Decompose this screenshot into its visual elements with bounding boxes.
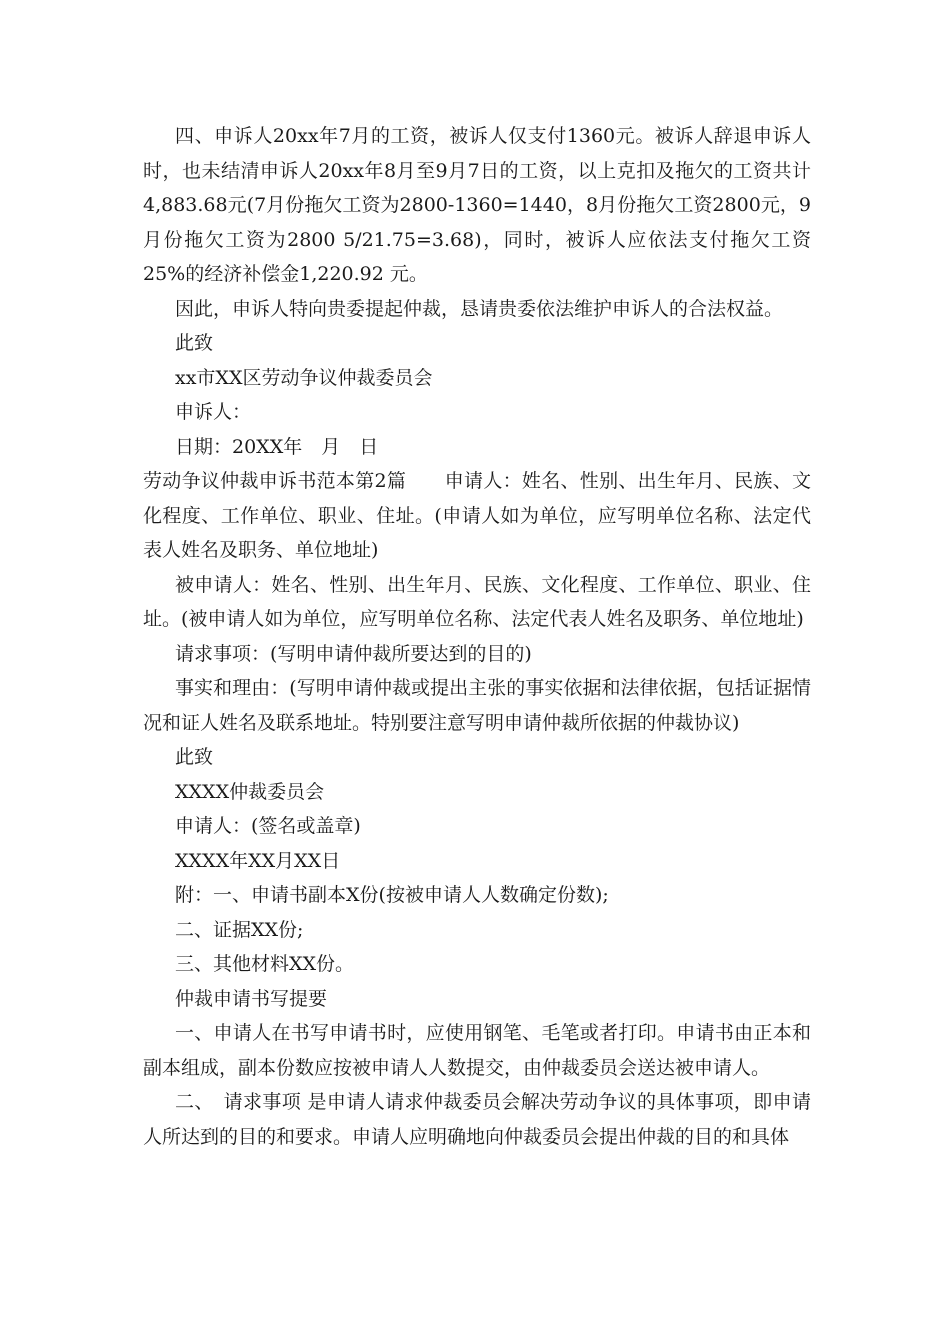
paragraph-attachment-3: 三、其他材料XX份。 — [175, 953, 355, 975]
paragraph-salutation: 此致 — [175, 332, 214, 354]
paragraph-attachment-2: 二、证据XX份; — [175, 918, 304, 941]
paragraph-guide-1: 一、申请人在书写申请书时，应使用钢笔、毛笔或者打印。申请书由正本和副本组成，副本份数应按被申请人人数提交，由仲裁委员会送达被申请人。 — [143, 1022, 811, 1079]
paragraph-date-2: XXXX年XX月XX日 — [175, 849, 341, 872]
paragraph-writing-guide-title: 仲裁申请书写提要 — [175, 987, 328, 1010]
paragraph-applicant-signature: 申请人：(签名或盖章) — [175, 815, 361, 837]
paragraph-date: 日期：20XX年 月 日 — [175, 435, 379, 458]
paragraph-attachment-1: 附：一、申请书副本X份(按被申请人人数确定份数); — [175, 884, 609, 906]
paragraph-respondent: 被申请人：姓名、性别、出生年月、民族、文化程度、工作单位、职业、住址。(被申请人如为单位，应写明单位名称、法定代表人姓名及职务、单位地址) — [143, 573, 811, 630]
paragraph-facts-reasons: 事实和理由：(写明申请仲裁或提出主张的事实依据和法律依据，包括证据情况和证人姓名及联系地址。特别要注意写明申请仲裁所依据的仲裁协议) — [143, 677, 811, 734]
paragraph-addressee: xx市XX区劳动争议仲裁委员会 — [175, 366, 433, 389]
paragraph-item-4-wages: 四、申诉人20xx年7月的工资，被诉人仅支付1360元。被诉人辞退申诉人时，也未结清申诉人20xx年8月至9月7日的工资，以上克扣及拖欠的工资共计4,883.68元(7月份拖欠工资为2800-1360=1440，8月份拖欠工资2800元，9月份拖欠工资为2800 5/21.75=3.68)，同时，被诉人应依法支付拖欠工资25%的经济补偿金1,220.92 元。 — [143, 125, 811, 285]
paragraph-request-protection: 因此，申诉人特向贵委提起仲裁，恳请贵委依法维护申诉人的合法权益。 — [175, 297, 784, 320]
paragraph-complainant: 申诉人： — [175, 401, 252, 423]
paragraph-template-2-applicant: 劳动争议仲裁申诉书范本第2篇 申请人：姓名、性别、出生年月、民族、文化程度、工作单位、职业、住址。(申请人如为单位，应写明单位名称、法定代表人姓名及职务、单位地址) — [143, 470, 811, 561]
document-body — [143, 119, 811, 1154]
paragraph-guide-2: 二、 请求事项 是申请人请求仲裁委员会解决劳动争议的具体事项，即申请人所达到的目的和要求。申请人应明确地向仲裁委员会提出仲裁的目的和具体 — [143, 1091, 811, 1148]
paragraph-arbitration-committee: XXXX仲裁委员会 — [175, 780, 325, 803]
paragraph-request-items: 请求事项：(写明申请仲裁所要达到的目的) — [175, 642, 532, 665]
paragraph-salutation-2: 此致 — [175, 746, 214, 768]
